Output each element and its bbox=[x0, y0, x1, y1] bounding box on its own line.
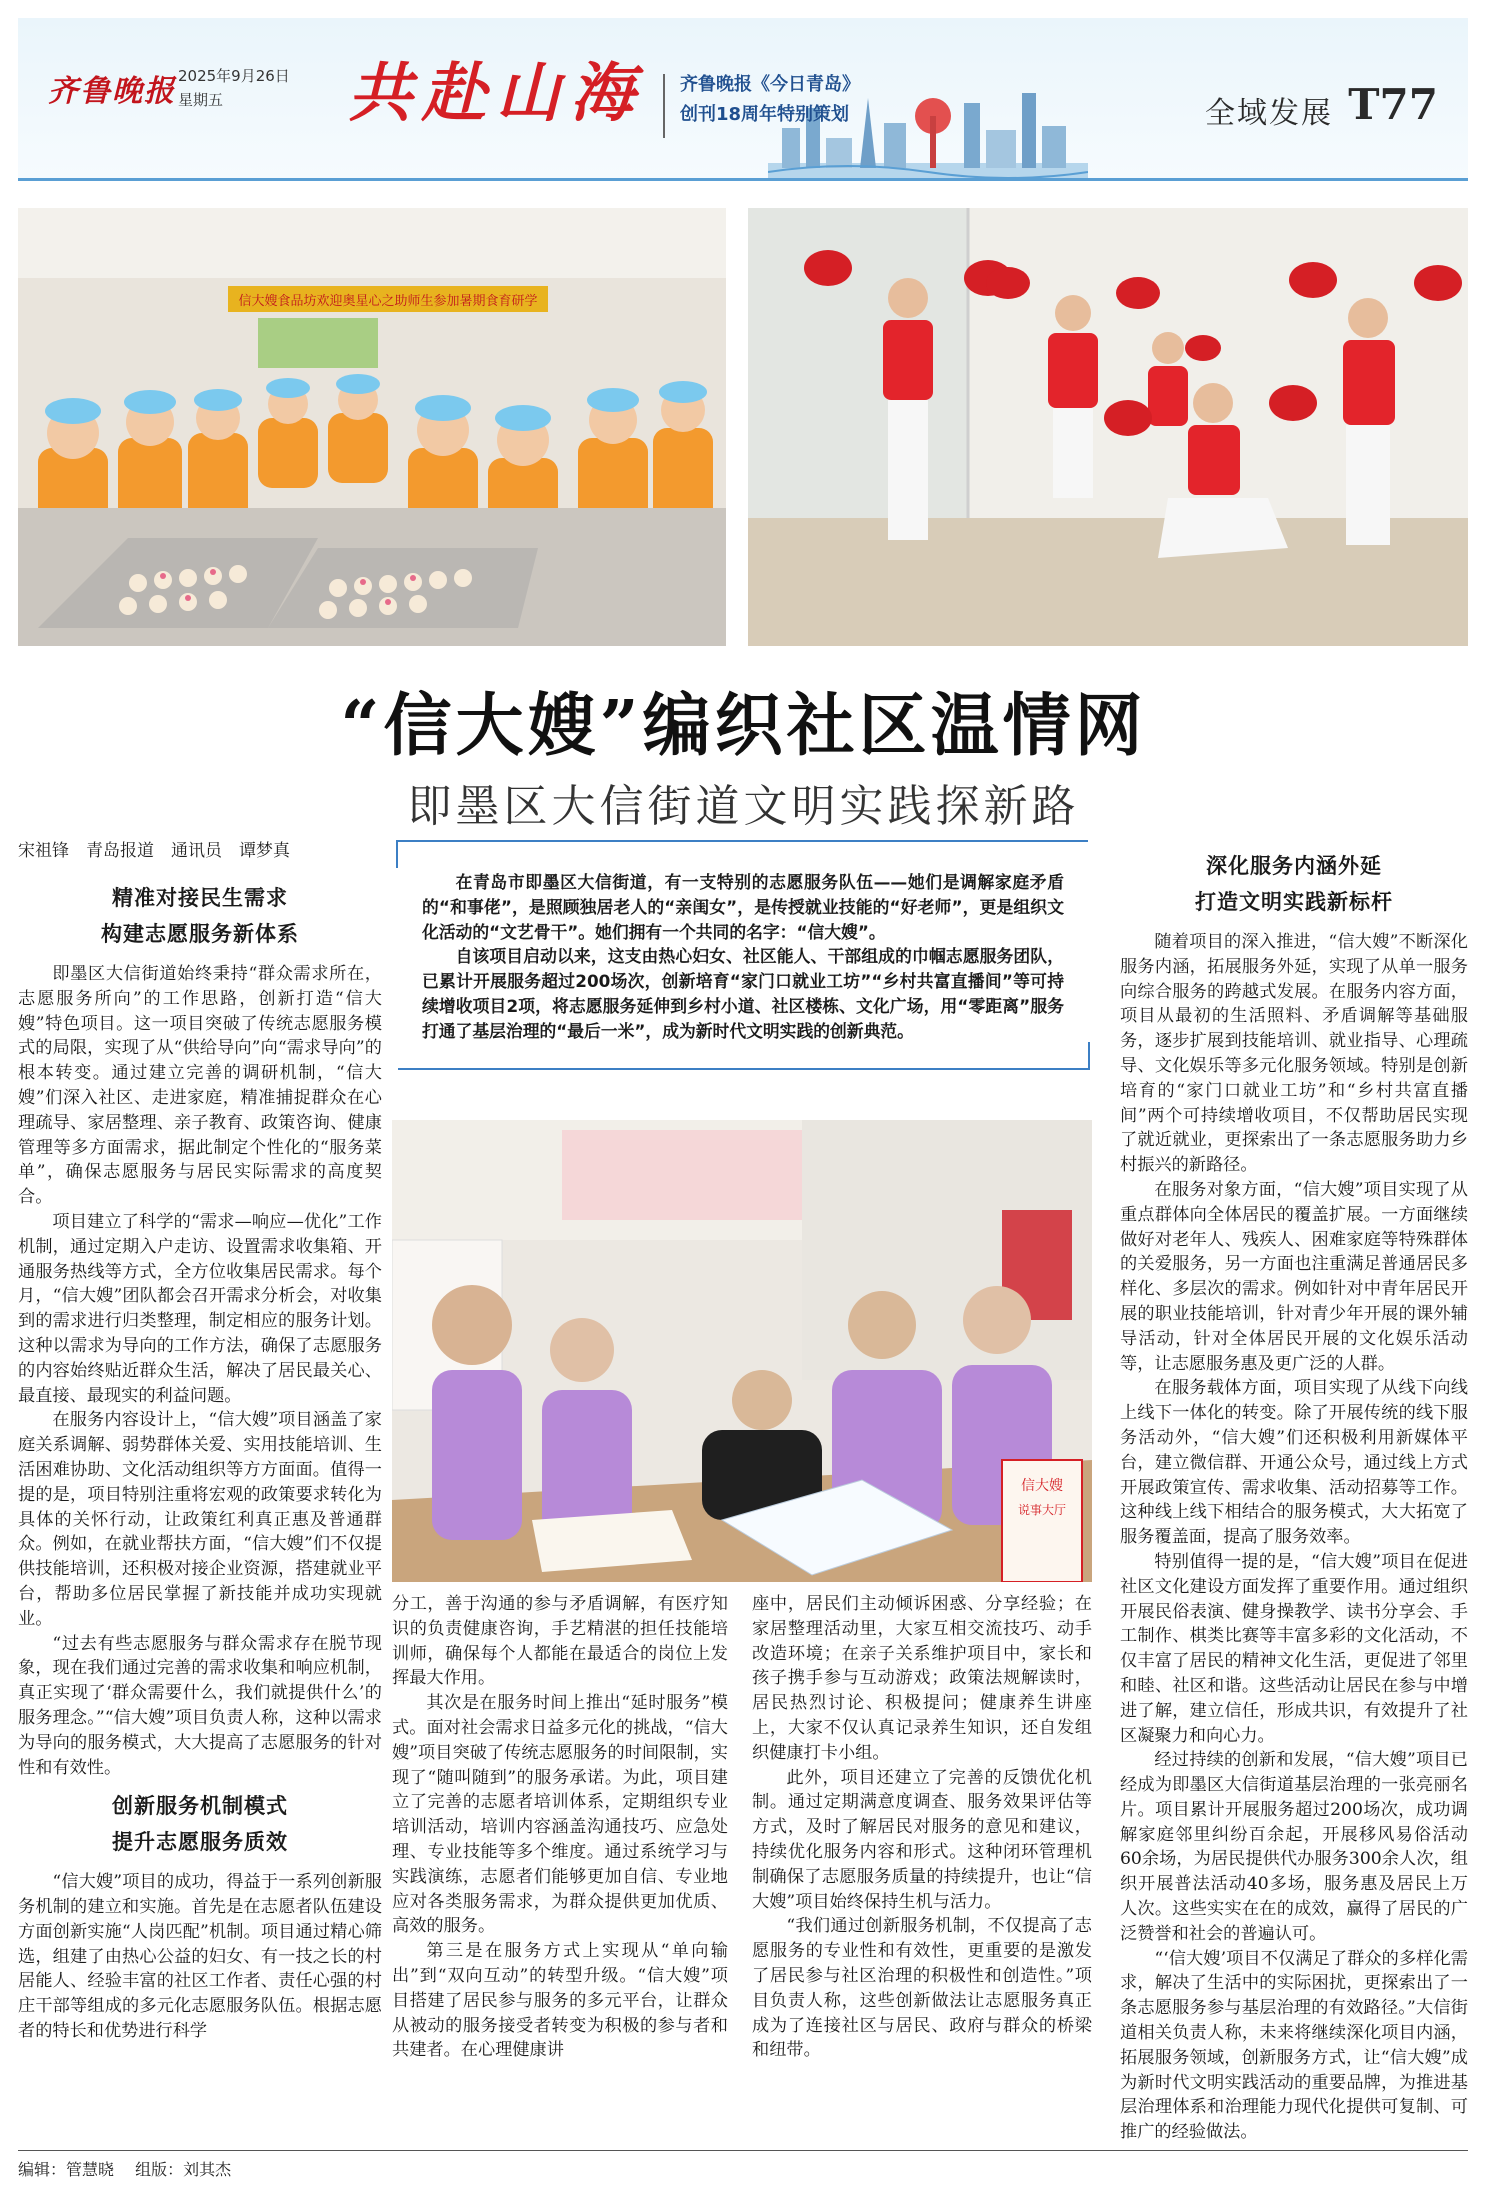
subtitle-line: 深化服务内涵外延 bbox=[1206, 854, 1382, 878]
sign-text-line1: 信大嫂 bbox=[1021, 1478, 1063, 1494]
footer-rule bbox=[18, 2150, 1468, 2151]
body-paragraph: “‘信大嫂’项目不仅满足了群众的多样化需求，解决了生活中的实际困扰，更探索出了一条志愿服务参与基层治理的有效路径。”大信街道相关负责人称，未来将继续深化项目内涵，拓展服务领域，创新服务方式，让“信大嫂”成为新时代文明实践活动的重要品牌，为推进基层治理体系和治理能力现代化提供可复制、可推广的经验做法。 bbox=[1120, 1948, 1468, 2143]
lead-box-corner bbox=[396, 840, 398, 868]
body-paragraph: 此外，项目还建立了完善的反馈优化机制。通过定期满意度调查、服务效果评估等方式，及时了解居民对服务的意见和建议，持续优化服务内容和形式。这种闭环管理机制确保了志愿服务质量的持续提升，也让“信大嫂”项目始终保持生机与活力。 bbox=[752, 1767, 1092, 1912]
lead-paragraph: 自该项目启动以来，这支由热心妇女、社区能人、干部组成的巾帼志愿服务团队，已累计开展服务超过200场次，创新培育“家门口就业工坊”“乡村共富直播间”等可持续增收项目2项，将志愿服务延伸到乡村小道、社区楼栋、文化广场，用“零距离”服务打通了基层治理的“最后一米”，成为新时代文明实践的创新典范。 bbox=[422, 946, 1064, 1041]
body-paragraph: 经过持续的创新和发展，“信大嫂”项目已经成为即墨区大信街道基层治理的一张亮丽名片。项目累计开展服务超过200场次，成功调解家庭邻里纠纷百余起，开展移风易俗活动60余场，为居民提供代办服务300余人次，组织开展普法活动40多场，服务惠及居民上万人次。这些实实在在的成效，赢得了居民的广泛赞誉和社会的普遍认可。 bbox=[1120, 1750, 1468, 1944]
body-paragraph: 特别值得一提的是，“信大嫂”项目在促进社区文化建设方面发挥了重要作用。通过组织开展民俗表演、健身操教学、读书分享会、手工制作、棋类比赛等丰富多彩的文化活动，不仅丰富了居民的精神文化生活，更促进了邻里和睦、社区和谐。这些活动让居民在参与中增进了解，建立信任，形成共识，有效提升了社区凝聚力和向心力。 bbox=[1120, 1551, 1468, 1746]
banner-text: 信大嫂食品坊欢迎奥星心之助师生参加暑期食育研学 bbox=[238, 294, 538, 309]
body-paragraph: 在服务载体方面，项目实现了从线下向线上线下一体化的转变。除了开展传统的线下服务活动外，“信大嫂”们还积极利用新媒体平台，建立微信群、开通公众号，通过线上方式开展政策宣传、需求收集、活动招募等工作。这种线上线下相结合的服务模式，大大拓宽了服务覆盖面，提高了服务效率。 bbox=[1120, 1378, 1468, 1548]
date-text: 2025年9月26日 bbox=[178, 67, 290, 85]
column-3 bbox=[752, 1592, 1092, 2063]
newspaper-logo: 齐鲁晚报 bbox=[48, 74, 176, 109]
byline: 宋祖锋 青岛报道 通讯员 谭梦真 bbox=[18, 841, 290, 861]
body-paragraph: 分工，善于沟通的参与矛盾调解，有医疗知识的负责健康咨询，手艺精湛的担任技能培训师，确保每个人都能在最适合的岗位上发挥最大作用。 bbox=[392, 1594, 728, 1689]
subtitle-line: 打造文明实践新标杆 bbox=[1195, 890, 1393, 914]
masthead-rule bbox=[18, 178, 1468, 181]
article-headline: “信大嫂”编织社区温情网 bbox=[340, 686, 1147, 766]
masthead-divider bbox=[663, 74, 665, 138]
body-paragraph: 项目建立了科学的“需求—响应—优化”工作机制，通过定期入户走访、设置需求收集箱、开通服务热线等方式，全方位收集居民需求。每个月，“信大嫂”团队都会召开需求分析会，对收集到的需求进行归类整理，制定相应的服务计划。这种以需求为导向的工作方法，确保了志愿服务的内容始终贴近群众生活，解决了居民最关心、最直接、最现实的利益问题。 bbox=[18, 1211, 382, 1406]
body-paragraph: “信大嫂”项目的成功，得益于一系列创新服务机制的建立和实施。首先是在志愿者队伍建设方面创新实施“人岗匹配”机制。项目通过精心筛选，组建了由热心公益的妇女、有一技之长的村居能人、经验丰富的社区工作者、责任心强的村庄干部等组成的多元化志愿服务队伍。根据志愿者的特长和优势进行科学 bbox=[18, 1872, 382, 2042]
lead-box bbox=[398, 840, 1088, 1070]
page-number: T77 bbox=[1348, 80, 1438, 129]
issue-date bbox=[178, 64, 290, 112]
article-subheadline: 即墨区大信街道文明实践探新路 bbox=[407, 781, 1080, 832]
body-paragraph: 随着项目的深入推进，“信大嫂”不断深化服务内涵，拓展服务外延，实现了从单一服务向综合服务的跨越式发展。在服务内容方面，项目从最初的生活照料、矛盾调解等基础服务，逐步扩展到技能培训、就业指导、心理疏导、文化娱乐等多元化服务领域。特别是创新培育的“家门口就业工坊”和“乡村共富直播间”两个可持续增收项目，不仅帮助居民实现了就近就业，更探索出了一条志愿服务助力乡村振兴的新路径。 bbox=[1120, 932, 1468, 1176]
lead-box-corner bbox=[1088, 1042, 1090, 1070]
section-name: 全域发展 bbox=[1205, 96, 1333, 131]
subtitle-line2: 创刊18周年特别策划 bbox=[680, 104, 850, 125]
footer-credits bbox=[18, 2157, 231, 2180]
body-paragraph: 在服务对象方面，“信大嫂”项目实现了从重点群体向全体居民的覆盖扩展。一方面继续做好对老年人、残疾人、困难家庭等特殊群体的关爱服务，另一方面也注重满足普通居民多样化、多层次的需求。例如针对中青年居民开展的职业技能培训，针对青少年开展的课外辅导活动，针对全体居民开展的文化娱乐活动等，让志愿服务惠及更广泛的人群。 bbox=[1120, 1179, 1468, 1374]
weekday-text: 星期五 bbox=[178, 91, 224, 109]
section-subtitle bbox=[1120, 848, 1468, 920]
special-edition-subtitle bbox=[680, 70, 860, 130]
column-2 bbox=[392, 1592, 728, 2063]
editor-credit: 编辑：管慧晓 bbox=[18, 2160, 115, 2179]
photo-baking-class bbox=[18, 208, 726, 646]
sign-text-line2: 说事大厅 bbox=[1017, 1503, 1067, 1517]
body-paragraph: 座中，居民们主动倾诉困惑、分享经验；在家居整理活动里，大家互相交流技巧、动手改造环境；在亲子关系维护项目中，家长和孩子携手参与互动游戏；政策法规解读时，居民热烈讨论、积极提问；健康养生讲座上，大家不仅认真记录养生知识，还自发组织健康打卡小组。 bbox=[752, 1594, 1092, 1763]
subtitle-line: 构建志愿服务新体系 bbox=[101, 922, 299, 946]
lead-text bbox=[422, 870, 1064, 1044]
body-paragraph: 第三是在服务方式上实现从“单向输出”到“双向互动”的转型升级。“信大嫂”项目搭建了居民参与服务的多元平台，让群众从被动的服务接受者转变为积极的参与者和共建者。在心理健康讲 bbox=[392, 1941, 728, 2061]
lead-paragraph: 在青岛市即墨区大信街道，有一支特别的志愿服务队伍——她们是调解家庭矛盾的“和事佬”，是照顾独居老人的“亲闺女”，是传授就业技能的“好老师”，更是组织文化活动的“文艺骨干”。她们拥有一个共同的名字：“信大嫂”。 bbox=[422, 872, 1064, 942]
section-subtitle bbox=[18, 1788, 382, 1860]
photo-volunteer-meeting bbox=[392, 1120, 1092, 1582]
subtitle-line1: 齐鲁晚报《今日青岛》 bbox=[680, 74, 860, 95]
subtitle-line: 提升志愿服务质效 bbox=[112, 1830, 288, 1855]
body-paragraph: 其次是在服务时间上推出“延时服务”模式。面对社会需求日益多元化的挑战，“信大嫂”项目突破了传统志愿服务的时间限制，实现了“随叫随到”的服务承诺。为此，项目建立了完善的志愿者培训体系，定期组织专业培训活动，培训内容涵盖沟通技巧、应急处理、专业技能等多个维度。通过系统学习与实践演练，志愿者们能够更加自信、专业地应对各类服务需求，为群众提供更加优质、高效的服务。 bbox=[392, 1693, 728, 1937]
subtitle-line: 创新服务机制模式 bbox=[112, 1794, 288, 1819]
body-paragraph: “我们通过创新服务机制，不仅提高了志愿服务的专业性和有效性，更重要的是激发了居民参与社区治理的积极性和创造性。”项目负责人称，这些创新做法让志愿服务真正成为了连接社区与居民、政府与群众的桥梁和纽带。 bbox=[752, 1916, 1092, 2061]
column-1 bbox=[18, 872, 382, 2044]
subtitle-line: 精准对接民生需求 bbox=[112, 886, 288, 910]
body-paragraph: 即墨区大信街道始终秉持“群众需求所在，志愿服务所向”的工作思路，创新打造“信大嫂”特色项目。这一项目突破了传统志愿服务模式的局限，实现了从“供给导向”向“需求导向”的根本转变。通过建立完善的调研机制，“信大嫂”们深入社区、走进家庭，精准捕捉群众在心理疏导、家居整理、亲子教育、政策咨询、健康管理等多方面需求，据此制定个性化的“服务菜单”，确保志愿服务与居民实际需求的高度契合。 bbox=[18, 964, 382, 1208]
photo-folk-dance bbox=[748, 208, 1468, 646]
column-4 bbox=[1120, 840, 1468, 2145]
body-paragraph: “过去有些志愿服务与群众需求存在脱节现象，现在我们通过完善的需求收集和响应机制，真正实现了‘群众需要什么，我们就提供什么’的服务理念。”“信大嫂”项目负责人称，这种以需求为导向的服务模式，大大提高了志愿服务的针对性和有效性。 bbox=[18, 1633, 382, 1778]
masthead bbox=[18, 18, 1468, 178]
body-paragraph: 在服务内容设计上，“信大嫂”项目涵盖了家庭关系调解、弱势群体关爱、实用技能培训、生活困难协助、文化活动组织等方方面面。值得一提的是，项目特别注重将宏观的政策要求转化为具体的关怀行动，让政策红利真正惠及普通群众。例如，在就业帮扶方面，“信大嫂”们不仅提供技能培训，还积极对接企业资源，搭建就业平台，帮助多位居民掌握了新技能并成功实现就业。 bbox=[18, 1410, 382, 1629]
special-edition-title: 共赴山海 bbox=[348, 56, 644, 131]
layout-credit: 组版：刘其杰 bbox=[135, 2160, 232, 2179]
section-subtitle bbox=[18, 880, 382, 952]
